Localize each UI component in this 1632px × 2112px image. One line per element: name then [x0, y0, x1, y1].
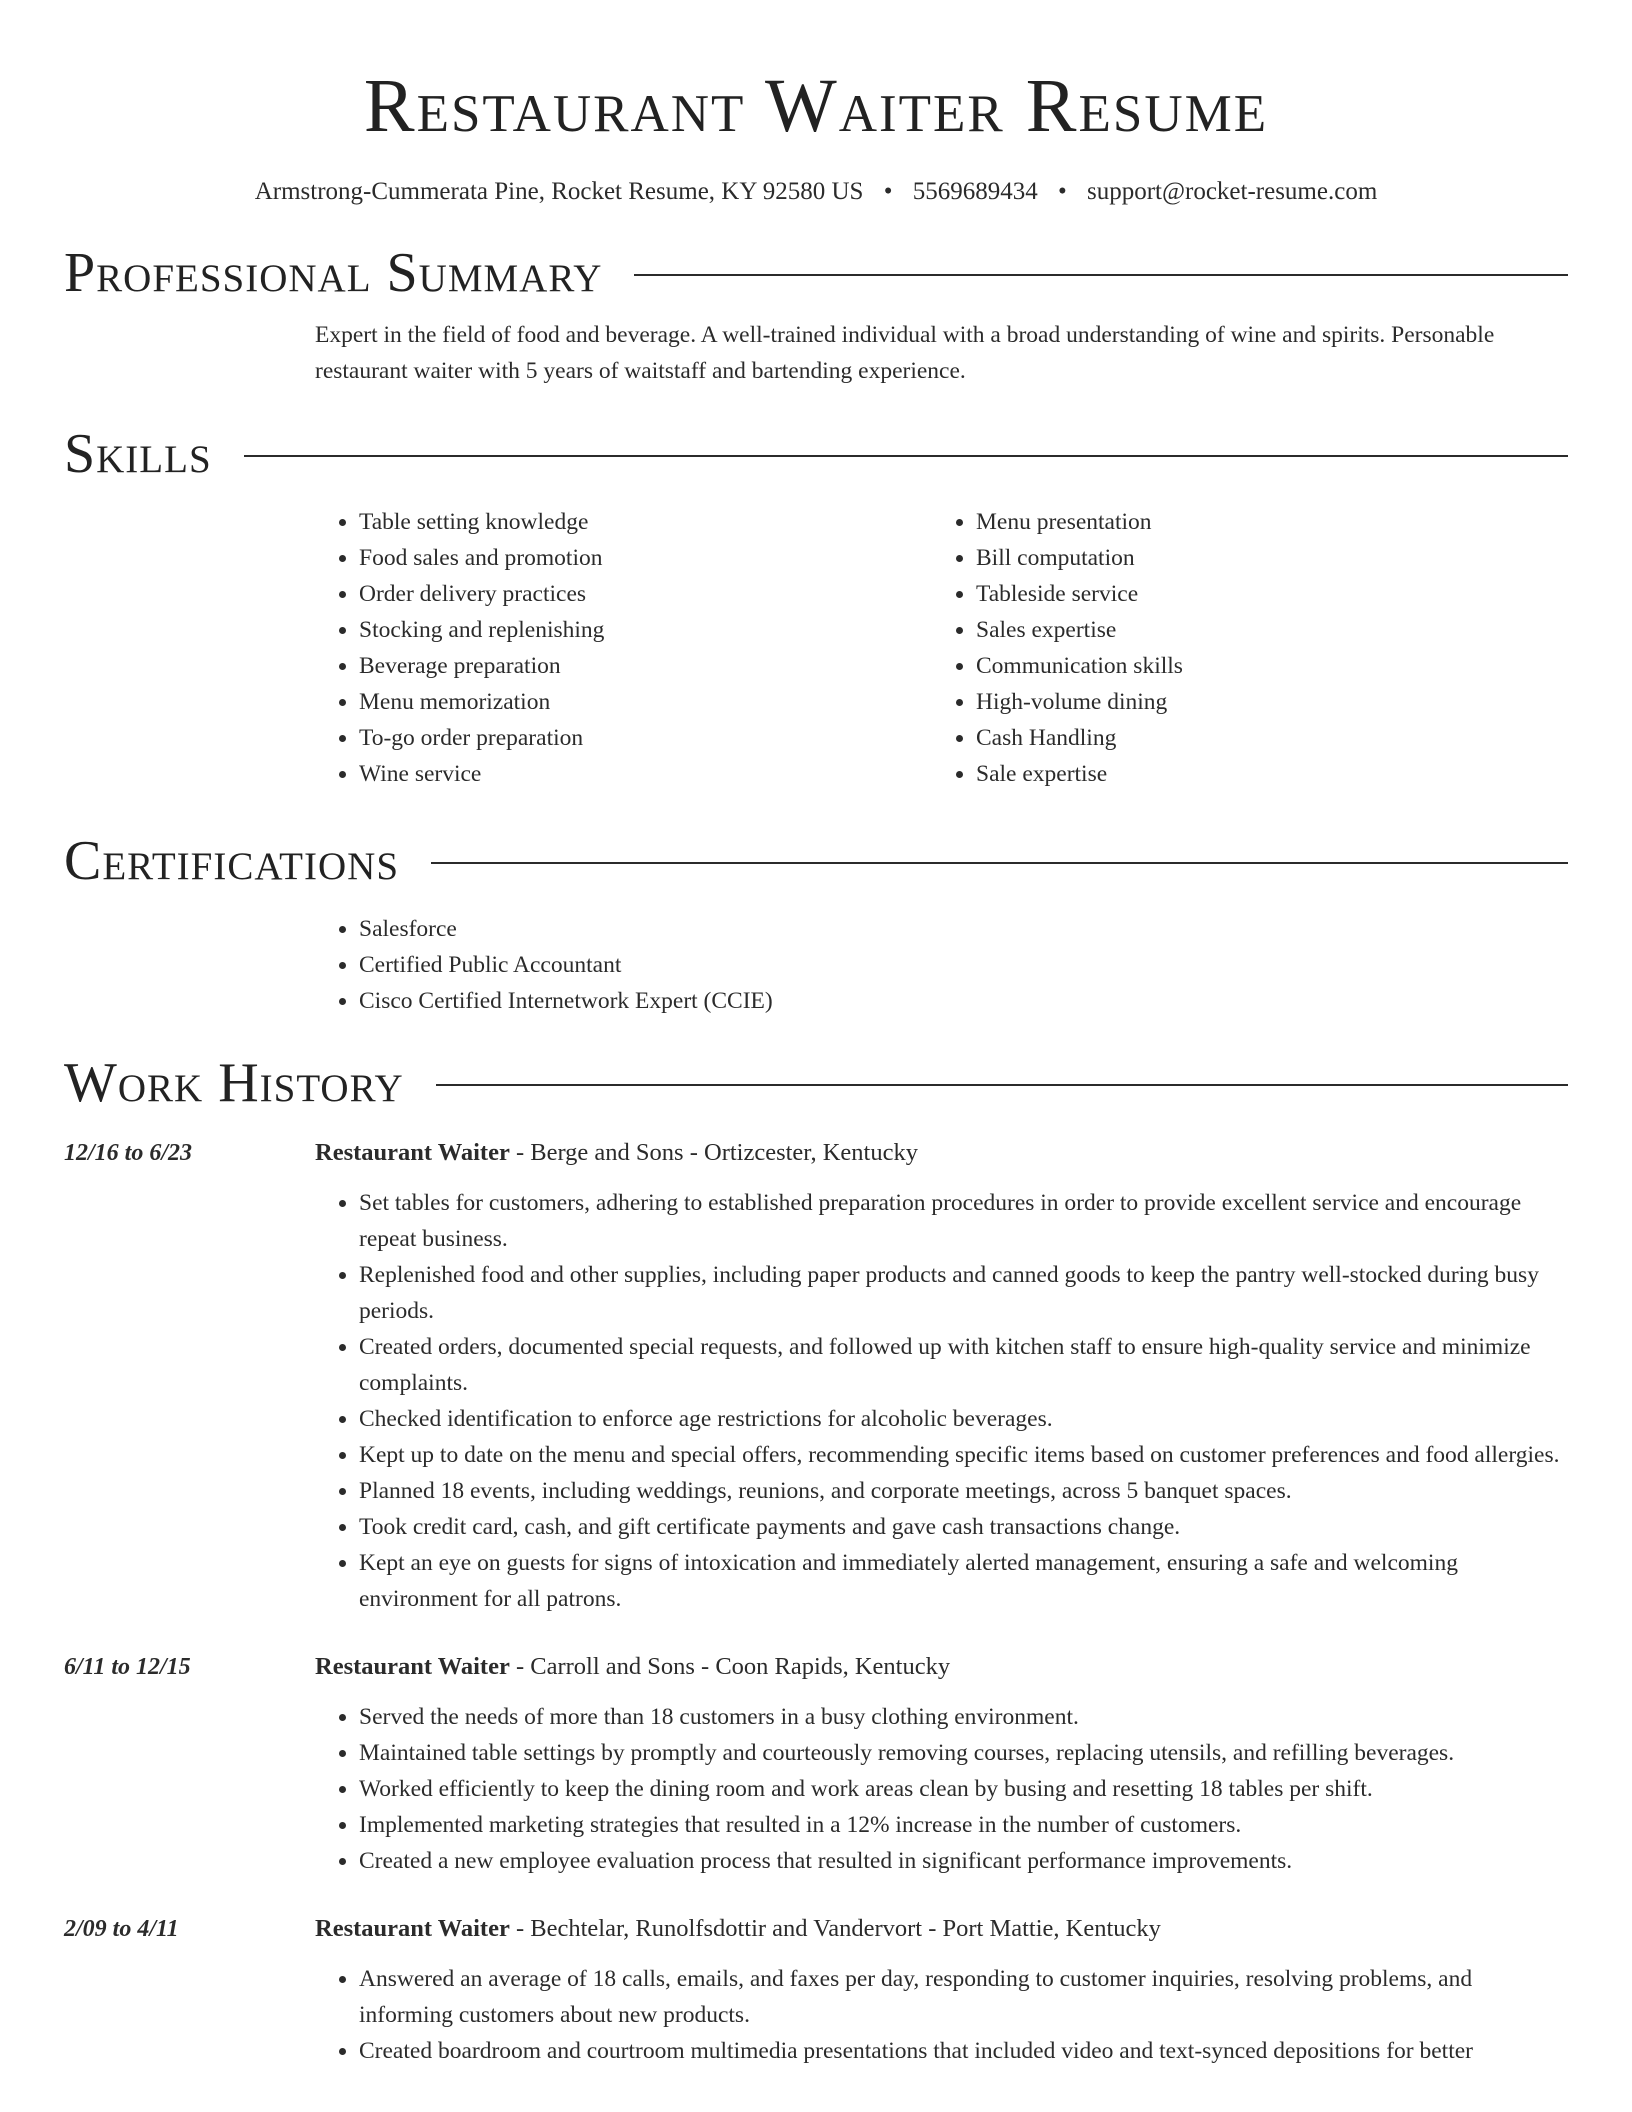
job-title: Restaurant Waiter [315, 1139, 510, 1166]
certifications-heading: Certifications [64, 830, 400, 892]
skill-item: • Tableside service [976, 576, 1549, 612]
job-duty: • Created orders, documented special requests, and followed up with kitchen staff to ensure high-quality service and minimize complaints. [359, 1329, 1568, 1401]
summary-section-header [64, 241, 1568, 305]
job-content [315, 1133, 1568, 1617]
job-duty: • Replenished food and other supplies, including paper products and canned goods to keep the pantry well-stocked during busy periods. [359, 1257, 1568, 1329]
contact-separator: • [1057, 178, 1067, 205]
job-duties [315, 1185, 1568, 1617]
contact-phone: 5569689434 [912, 178, 1038, 205]
job-duty: • Maintained table settings by promptly and courteously removing courses, replacing utensils, and refilling beverages. [359, 1735, 1568, 1771]
section-divider [431, 862, 1568, 864]
skill-item: • To-go order preparation [359, 720, 932, 756]
skill-item: • Order delivery practices [359, 576, 932, 612]
skills-section-header [64, 422, 1568, 486]
job-duty: • Created a new employee evaluation process that resulted in significant performance improvements. [359, 1843, 1568, 1879]
summary-heading: Professional Summary [64, 242, 603, 304]
job-employer: - Bechtelar, Runolfsdottir and Vandervort - Port Mattie, Kentucky [509, 1915, 1161, 1942]
skill-item: • Communication skills [976, 648, 1549, 684]
section-divider [436, 1084, 1568, 1086]
skill-item: • High-volume dining [976, 684, 1549, 720]
skills-column-right [932, 504, 1549, 792]
job-duty: • Served the needs of more than 18 customers in a busy clothing environment. [359, 1699, 1568, 1735]
summary-text: Expert in the field of food and beverage. A well-trained individual with a broad understanding of wine and spirits. Personable restaurant waiter with 5 years of waitstaff and bartending experience. [315, 322, 1495, 384]
job-duty: • Planned 18 events, including weddings, reunions, and corporate meetings, across 5 banquet spaces. [359, 1473, 1568, 1509]
skill-item: • Menu presentation [976, 504, 1549, 540]
job-content [315, 1647, 1568, 1879]
certification-item: • Cisco Certified Internetwork Expert (CCIE) [359, 983, 1568, 1019]
skills-column-left [315, 504, 932, 792]
job-employer: - Berge and Sons - Ortizcester, Kentucky [509, 1139, 918, 1166]
job-duty: • Set tables for customers, adhering to established preparation procedures in order to provide excellent service and encourage repeat business. [359, 1185, 1568, 1257]
job-entry [64, 1909, 1568, 2069]
resume-page [64, 0, 1568, 2069]
skill-item: • Beverage preparation [359, 648, 932, 684]
certifications-section-header [64, 829, 1568, 893]
job-duty: • Answered an average of 18 calls, emails, and faxes per day, responding to customer inquiries, resolving problems, and informing customers about new products. [359, 1961, 1568, 2033]
job-duty: • Took credit card, cash, and gift certificate payments and gave cash transactions change. [359, 1509, 1568, 1545]
skills-heading: Skills [64, 423, 212, 485]
summary-body [315, 317, 1568, 389]
job-duty: • Checked identification to enforce age restrictions for alcoholic beverages. [359, 1401, 1568, 1437]
job-entry [64, 1647, 1568, 1879]
job-dates: 2/09 to 4/11 [64, 1916, 179, 1942]
contact-address: Armstrong-Cummerata Pine, Rocket Resume, KY 92580 US [254, 178, 864, 205]
contact-line [64, 176, 1568, 208]
job-duties [315, 1961, 1568, 2069]
skills-list [315, 504, 1568, 792]
section-divider [244, 455, 1568, 457]
skill-item: • Stocking and replenishing [359, 612, 932, 648]
contact-email: support@rocket-resume.com [1086, 178, 1378, 205]
skill-item: • Menu memorization [359, 684, 932, 720]
certifications-list [315, 911, 1568, 1019]
job-title-line [315, 1909, 1568, 1949]
job-duty: • Created boardroom and courtroom multimedia presentations that included video and text-synced depositions for better [359, 2033, 1568, 2069]
skill-item: • Cash Handling [976, 720, 1549, 756]
job-title-line [315, 1647, 1568, 1687]
job-dates: 12/16 to 6/23 [64, 1140, 193, 1166]
job-title-line [315, 1133, 1568, 1173]
job-duties [315, 1699, 1568, 1879]
section-divider [634, 274, 1568, 276]
skill-item: • Table setting knowledge [359, 504, 932, 540]
work-history-section-header [64, 1051, 1568, 1115]
job-title: Restaurant Waiter [315, 1653, 510, 1680]
contact-separator: • [883, 178, 893, 205]
certification-item: • Certified Public Accountant [359, 947, 1568, 983]
job-content [315, 1909, 1568, 2069]
work-history-heading: Work History [64, 1052, 404, 1114]
resume-title: Restaurant Waiter Resume [363, 64, 1269, 148]
skill-item: • Sale expertise [976, 756, 1549, 792]
job-duty: • Kept an eye on guests for signs of intoxication and immediately alerted management, ensuring a safe and welcoming environment for all patrons. [359, 1545, 1568, 1617]
job-entry [64, 1133, 1568, 1617]
certification-item: • Salesforce [359, 911, 1568, 947]
skill-item: • Sales expertise [976, 612, 1549, 648]
job-duty: • Worked efficiently to keep the dining room and work areas clean by busing and resetting 18 tables per shift. [359, 1771, 1568, 1807]
job-dates: 6/11 to 12/15 [64, 1654, 191, 1680]
job-title: Restaurant Waiter [315, 1915, 510, 1942]
skill-item: • Wine service [359, 756, 932, 792]
job-duty: • Implemented marketing strategies that resulted in a 12% increase in the number of customers. [359, 1807, 1568, 1843]
skill-item: • Bill computation [976, 540, 1549, 576]
job-employer: - Carroll and Sons - Coon Rapids, Kentucky [509, 1653, 951, 1680]
job-duty: • Kept up to date on the menu and special offers, recommending specific items based on customer preferences and food allergies. [359, 1437, 1568, 1473]
skill-item: • Food sales and promotion [359, 540, 932, 576]
